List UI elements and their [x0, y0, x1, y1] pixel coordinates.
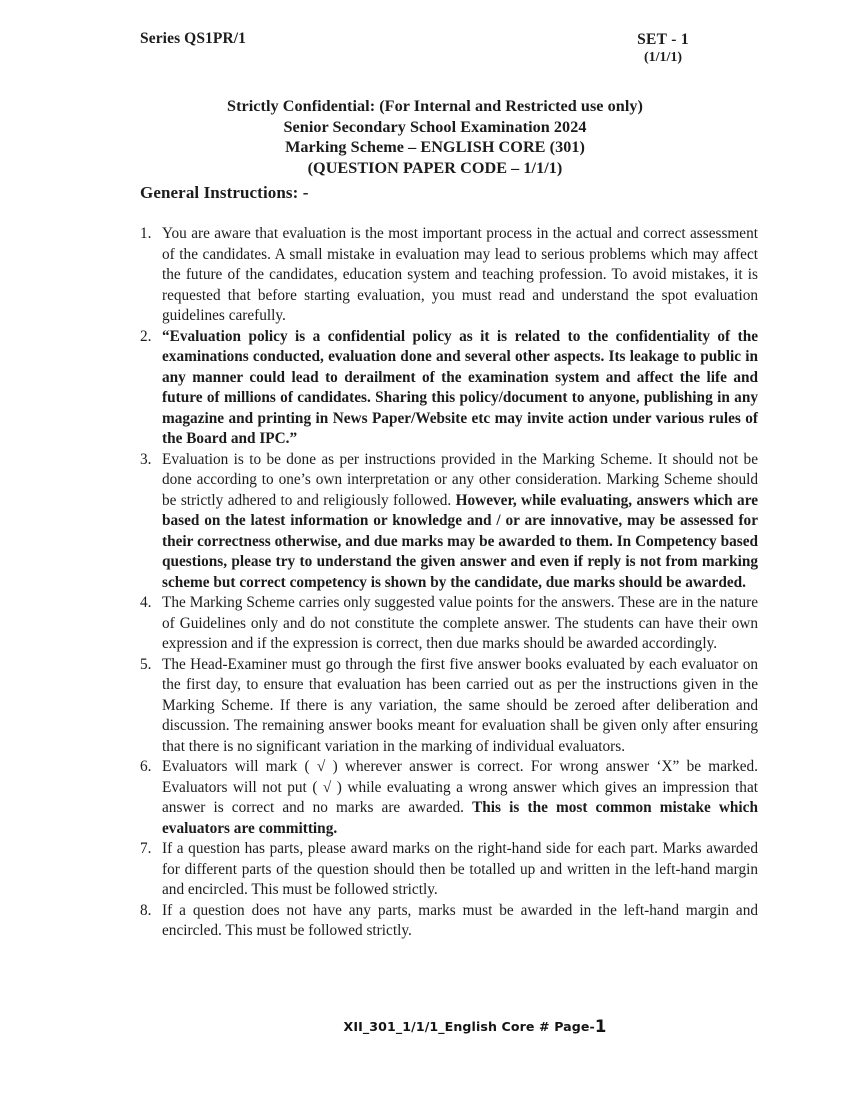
instruction-text: You are aware that evaluation is the most important process in the actual and correct assessment of the candidates. A small mistake in evaluation may lead to serious problems which may affect the future of the candidates, education system and teaching profession. To avoid mistakes, it is requested that before starting evaluation, you must read and understand the spot evaluation guidelines carefully. [162, 225, 758, 324]
instruction-item [140, 839, 758, 901]
page-footer [0, 1017, 850, 1036]
marking-scheme-subject: Marking Scheme – ENGLISH CORE (301) [285, 138, 585, 156]
instruction-item [140, 901, 758, 942]
instruction-item [140, 757, 758, 839]
instruction-number: 1. [140, 225, 152, 242]
instruction-item [140, 224, 758, 327]
instruction-item [140, 593, 758, 655]
instruction-text: The Head-Examiner must go through the first five answer books evaluated by each evaluator on the first day, to ensure that evaluation has been carried out as per the instructions given in the Marking Scheme. If there is any variation, the same should be zeroed after deliberation and discussion. The remaining answer books meant for evaluation shall be given only after ensuring that there is no significant variation in the marking of individual evaluators. [162, 655, 758, 755]
series-label: Series QS1PR/1 [140, 30, 247, 47]
examination-title: Senior Secondary School Examination 2024 [283, 117, 587, 136]
instruction-text: The Marking Scheme carries only suggested value points for the answers. These are in the nature of Guidelines only and do not constitute the complete answer. The students can have their own expression and if the expression is correct, then due marks should be awarded accordingly. [162, 594, 758, 652]
instruction-text-emphasis: However, while evaluating, answers which are based on the latest information or knowledge and / or are innovative, may be assessed for their correctness otherwise, and due marks may be awarded to them. In Competency based questions, please try to understand the given answer and even if reply is not from marking scheme but correct competency is shown by the candidate, due marks should be awarded. [162, 491, 758, 591]
instruction-text [162, 450, 758, 594]
general-instructions-heading: General Instructions: - [140, 183, 309, 202]
instruction-text: If a question has parts, please award marks on the right-hand side for each part. Marks awarded for different parts of the question should then be totalled up and written in the left-hand margin and encircled. This must be followed strictly. [162, 840, 758, 898]
instruction-item [140, 450, 758, 594]
instruction-item [140, 655, 758, 758]
footer-label: XII_301_1/1/1_English Core # Page- [343, 1019, 595, 1034]
instruction-number: 7. [140, 840, 152, 857]
title-block [95, 96, 775, 178]
general-instructions-list [140, 224, 758, 942]
confidential-notice: Strictly Confidential: (For Internal and Restricted use only) [227, 97, 643, 115]
question-paper-code: (QUESTION PAPER CODE – 1/1/1) [307, 158, 563, 177]
set-block [588, 30, 738, 67]
instruction-item [140, 327, 758, 450]
instruction-text-regular: Evaluators will mark ( √ ) wherever answer is correct. For wrong answer ‘X” be marked. Evaluators will not put ( √ ) while evaluating a wrong answer which gives an impression that answer is correct and no marks are awarded. [162, 758, 758, 816]
instruction-text: If a question does not have any parts, marks must be awarded in the left-hand margin and encircled. This must be followed strictly. [162, 901, 758, 939]
instruction-text-regular: Evaluation is to be done as per instructions provided in the Marking Scheme. It should not be done according to one’s own interpretation or any other consideration. Marking Scheme should be strictly adhered to and religiously followed. [162, 450, 758, 509]
set-label: SET - 1 [637, 31, 689, 48]
instruction-number: 6. [140, 758, 152, 775]
footer-page-number: 1 [594, 1017, 607, 1036]
set-code: (1/1/1) [643, 50, 683, 66]
instruction-number: 2. [140, 327, 152, 345]
footer-identifier [344, 1017, 607, 1036]
instruction-number: 4. [140, 594, 152, 611]
instruction-text [162, 757, 758, 839]
instruction-text: “Evaluation policy is a confidential policy as it is related to the confidentiality of the examinations conducted, evaluation done and several other aspects. Its leakage to public in any manner could lead to derailment of the examination system and affect the life and future of millions of candidates. Sharing this policy/document to anyone, publishing in any magazine and printing in News Paper/Website etc may invite action under various rules of the Board and IPC.” [162, 327, 758, 447]
page-header [140, 30, 758, 76]
instruction-number: 8. [140, 901, 152, 919]
instruction-number: 3. [140, 450, 152, 468]
instruction-number: 5. [140, 655, 152, 673]
instruction-text-emphasis: This is the most common mistake which evaluators are committing. [162, 799, 758, 837]
